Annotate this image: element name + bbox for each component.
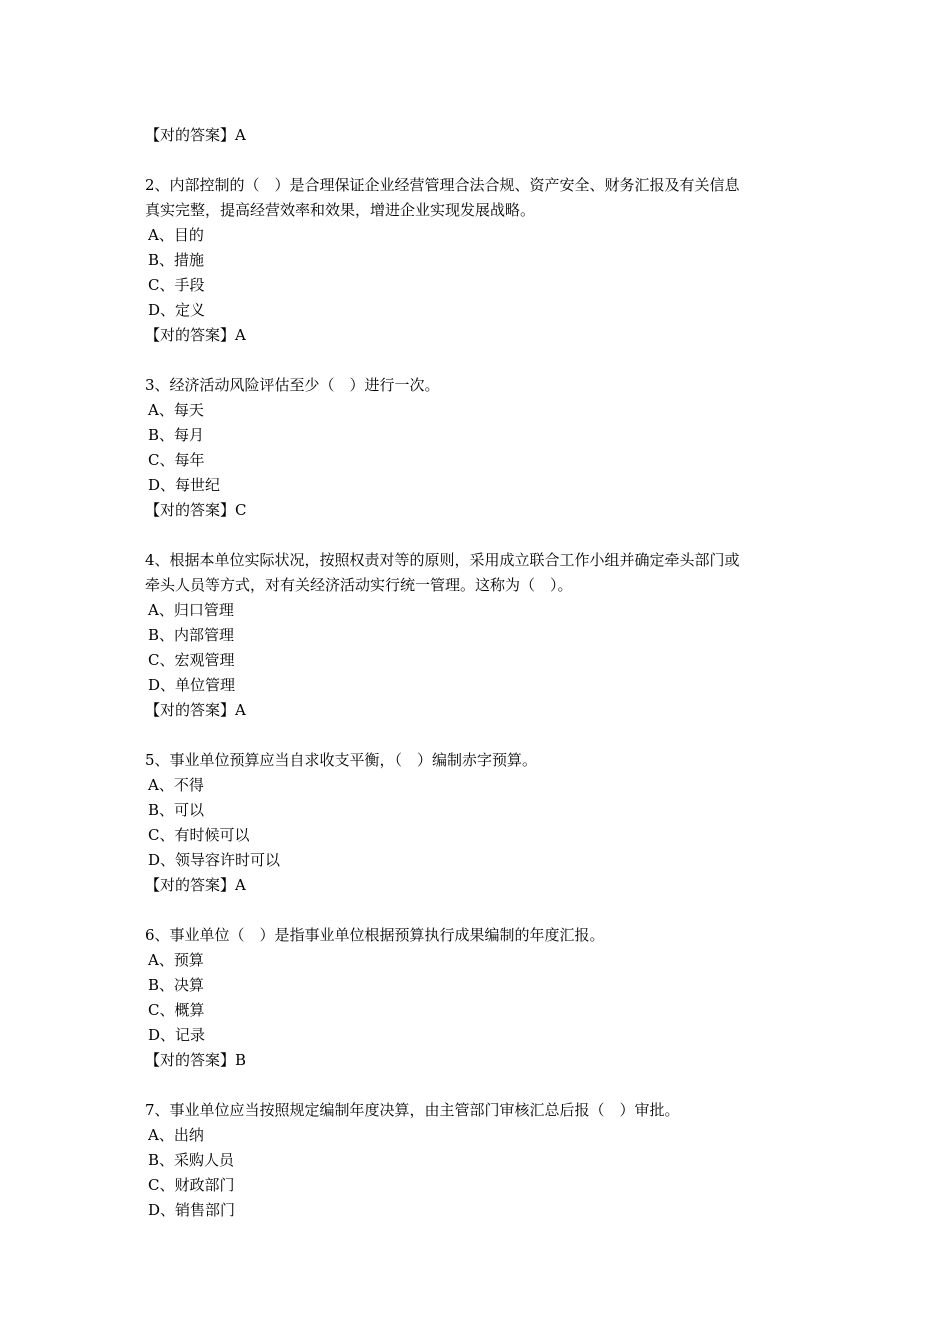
- option-c: C、有时候可以: [148, 826, 250, 844]
- answer-line: 【对的答案】A: [145, 126, 246, 144]
- question-2: [145, 173, 825, 348]
- option-b: B、内部管理: [148, 626, 235, 644]
- question-3: [145, 373, 825, 523]
- answer-line: 【对的答案】A: [145, 876, 246, 894]
- option-d: D、领导容许时可以: [148, 851, 281, 869]
- question-5: [145, 748, 825, 898]
- option-c: C、宏观管理: [148, 651, 235, 669]
- question-text: 6、事业单位（ ）是指事业单位根据预算执行成果编制的年度汇报。: [145, 926, 605, 944]
- question-list: [145, 123, 825, 1223]
- option-b: B、可以: [148, 801, 205, 819]
- option-d: D、定义: [148, 301, 206, 319]
- spacer: [145, 523, 825, 548]
- answer-line: 【对的答案】A: [145, 326, 246, 344]
- option-a: A、出纳: [148, 1126, 204, 1144]
- answer-line: 【对的答案】C: [145, 501, 247, 519]
- spacer: [145, 348, 825, 373]
- spacer: [145, 898, 825, 923]
- question-text: 牵头人员等方式，对有关经济活动实行统一管理。这称为（ ）。: [145, 576, 573, 594]
- question-text: 2、内部控制的（ ）是合理保证企业经营管理合法合规、资产安全、财务汇报及有关信息: [145, 176, 740, 194]
- question-7: [145, 1098, 825, 1223]
- option-a: A、目的: [148, 226, 204, 244]
- question-text: 7、事业单位应当按照规定编制年度决算，由主管部门审核汇总后报（ ）审批。: [145, 1101, 680, 1119]
- question-text: 5、事业单位预算应当自求收支平衡，（ ）编制赤字预算。: [145, 751, 538, 769]
- option-b: B、每月: [148, 426, 205, 444]
- spacer: [145, 1073, 825, 1098]
- option-b: B、措施: [148, 251, 205, 269]
- spacer: [145, 723, 825, 748]
- option-b: B、决算: [148, 976, 205, 994]
- option-d: D、记录: [148, 1026, 206, 1044]
- option-c: C、每年: [148, 451, 205, 469]
- option-c: C、概算: [148, 1001, 205, 1019]
- question-text: 3、经济活动风险评估至少（ ）进行一次。: [145, 376, 440, 394]
- option-d: D、销售部门: [148, 1201, 236, 1219]
- option-a: A、不得: [148, 776, 204, 794]
- option-c: C、财政部门: [148, 1176, 235, 1194]
- question-text: 真实完整，提高经营效率和效果，增进企业实现发展战略。: [145, 201, 536, 219]
- option-b: B、采购人员: [148, 1151, 235, 1169]
- option-c: C、手段: [148, 276, 205, 294]
- spacer: [145, 148, 825, 173]
- question-4: [145, 548, 825, 723]
- option-a: A、预算: [148, 951, 204, 969]
- option-a: A、归口管理: [148, 601, 234, 619]
- option-a: A、每天: [148, 401, 204, 419]
- option-d: D、每世纪: [148, 476, 221, 494]
- question-6: [145, 923, 825, 1073]
- answer-line: 【对的答案】B: [145, 1051, 247, 1069]
- question-text: 4、根据本单位实际状况，按照权责对等的原则，采用成立联合工作小组并确定牵头部门或: [145, 551, 740, 569]
- answer-line: 【对的答案】A: [145, 701, 246, 719]
- option-d: D、单位管理: [148, 676, 236, 694]
